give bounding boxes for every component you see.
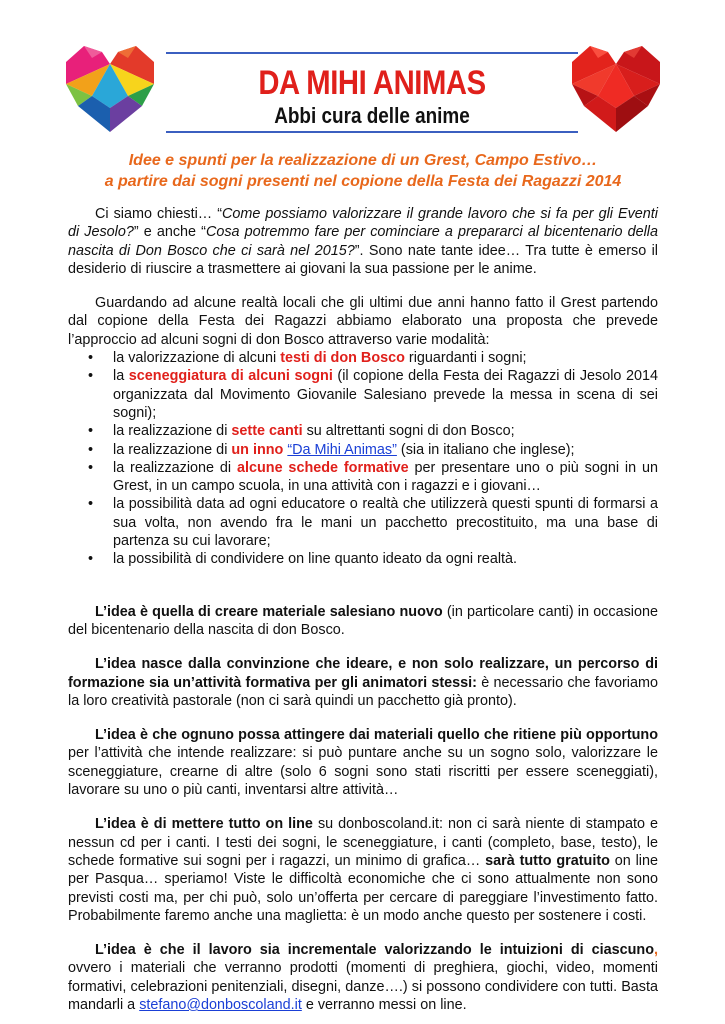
text: per presentare uno o più sogni in un Grest, in un campo scuola, in una attività con i ragazzi e i giovani… xyxy=(113,459,658,495)
spacer xyxy=(68,569,658,603)
paragraph-idea-5 xyxy=(68,941,658,1014)
bold-text: L’idea nasce dalla convinzione che ideare, e non solo realizzare, un percorso di formazione sia un’attività formativa per gli animatori stessi: xyxy=(68,656,658,691)
paragraph-idea-2 xyxy=(68,655,658,710)
quote-2: Cosa potremmo fare per cominciare a prepararci al bicentenario della nascita di Don Bosco che ci sarà nel 2015? xyxy=(68,224,658,259)
highlight: sceneggiatura di alcuni sogni xyxy=(128,368,333,385)
list-item: • la possibilità data ad ogni educatore o realtà che utilizzerà questi spunti di formarsi a sua volta, non avendo fra le mani un pacchetto precostituito, ma una base di partenza su cui lavorare; xyxy=(68,495,658,550)
document-title: DA MIHI ANIMAS xyxy=(258,64,486,102)
email-link[interactable]: stefano@donboscoland.it xyxy=(139,996,302,1013)
text: la realizzazione di xyxy=(113,423,232,440)
header-rule-top xyxy=(166,52,578,54)
paragraph-idea-1 xyxy=(68,603,658,640)
orange-comma: , xyxy=(654,942,658,959)
document-body xyxy=(68,205,658,1014)
text: per l’attività che intende realizzare: si può puntare anche su un sogno solo, valorizzare le sceneggiature, crearne di altre (solo 6 sogni sono stati riscritti per essere sceneggiati), lavorare su uno o più canti, inventarsi altre attività… xyxy=(68,745,658,799)
text: (il copione della Festa dei Ragazzi di Jesolo 2014 organizzata dal Movimento Giovanile Salesiano prevede la messa in scena di sei sogni); xyxy=(113,368,659,421)
list-item xyxy=(68,349,658,367)
intro-heading xyxy=(68,150,658,192)
paragraph-proposal: Guardando ad alcune realtà locali che gli ultimi due anni hanno fatto il Grest partendo dal copione della Festa dei Ragazzi abbiamo elaborato una proposta che prevede l’approccio ad alcuni sogni di don Bosco attraverso varie modalità: xyxy=(68,295,658,348)
document-subtitle: Abbi cura delle anime xyxy=(274,103,470,128)
text: la valorizzazione di alcuni xyxy=(113,350,281,367)
highlight: sette canti xyxy=(231,423,303,440)
document-header xyxy=(0,0,725,140)
text: riguardanti i sogni; xyxy=(404,350,527,367)
text: su altrettanti sogni di don Bosco; xyxy=(302,423,515,440)
list-item: • la possibilità di condividere on line quanto ideato da ogni realtà. xyxy=(68,550,658,568)
modalities-list xyxy=(68,349,658,569)
bold-text: L’idea è che il lavoro sia incrementale valorizzando le intuizioni di ciascuno xyxy=(95,942,654,959)
bold-text: L’idea è quella di creare materiale salesiano nuovo xyxy=(95,603,443,620)
paragraph-intro xyxy=(68,205,658,278)
header-rule-bottom xyxy=(166,131,578,133)
text: su donboscoland.it: non ci sarà niente di stampato e nessun cd per i canti. I testi dei sogni, le sceneggiature, i canti (completo, base, testo), le schede formative sui sogni per i ragazzi, un minimo di grafica… xyxy=(68,816,658,869)
text: on line per Pasqua… speriamo! Viste le difficoltà economiche che ci sono attualmente non sono previsti costi ma, per chi può, solo un’offerta per cercare di pareggiare l’investimento fatto. Probabilmente faremo anche una maglietta: è un modo anche questo per sostenere i costi. xyxy=(68,852,658,924)
text: Ci siamo chiesti… “ xyxy=(95,206,223,222)
text: la realizzazione di xyxy=(113,441,232,458)
text: (sia in italiano che inglese); xyxy=(396,441,575,458)
intro-heading-line-1: Idee e spunti per la realizzazione di un Grest, Campo Estivo… xyxy=(128,152,598,169)
red-heart-logo xyxy=(568,44,664,134)
quote-1: Come possiamo valorizzare il grande lavoro che si fa per gli Eventi di Jesolo? xyxy=(68,206,658,241)
text: ”. Sono nate tante idee… Tra tutte è emerso il desiderio di riuscire a trasmettere ai giovani la sua passione per le anime. xyxy=(68,242,658,277)
list-item xyxy=(68,422,658,440)
bold-text: sarà tutto gratuito xyxy=(485,852,610,869)
bold-text: L’idea è di mettere tutto on line xyxy=(95,816,313,833)
highlight: un inno xyxy=(231,441,284,458)
highlight: alcune schede formative xyxy=(236,459,409,476)
multicolor-heart-logo xyxy=(62,44,158,134)
list-item xyxy=(68,459,658,496)
text: ” e anche “ xyxy=(133,224,206,241)
list-item xyxy=(68,367,658,422)
text: è necessario che favoriamo la loro creatività pastorale (non ci sarà quindi un pacchetto già pronto). xyxy=(68,674,658,709)
anthem-link[interactable]: “Da Mihi Animas” xyxy=(287,441,397,458)
text: e verranno messi on line. xyxy=(301,996,467,1013)
bold-text: L’idea è che ognuno possa attingere dai materiali quello che ritiene più opportuno xyxy=(95,727,658,744)
list-item xyxy=(68,441,658,459)
highlight: testi di don Bosco xyxy=(280,350,405,367)
paragraph-idea-4 xyxy=(68,815,658,925)
paragraph-idea-3 xyxy=(68,726,658,799)
text: la xyxy=(113,368,129,385)
intro-heading-line-2: a partire dai sogni presenti nel copione della Festa dei Ragazzi 2014 xyxy=(104,173,622,190)
text: (in particolare canti) in occasione del bicentenario della nascita di don Bosco. xyxy=(68,603,658,638)
text: ovvero i materiali che verranno prodotti (momenti di preghiera, giochi, video, momenti formativi, celebrazioni penitenziali, disegni, danze….) si possono condividere con tutti. Basta mandarli a xyxy=(68,960,658,1013)
text: la realizzazione di xyxy=(113,459,237,476)
